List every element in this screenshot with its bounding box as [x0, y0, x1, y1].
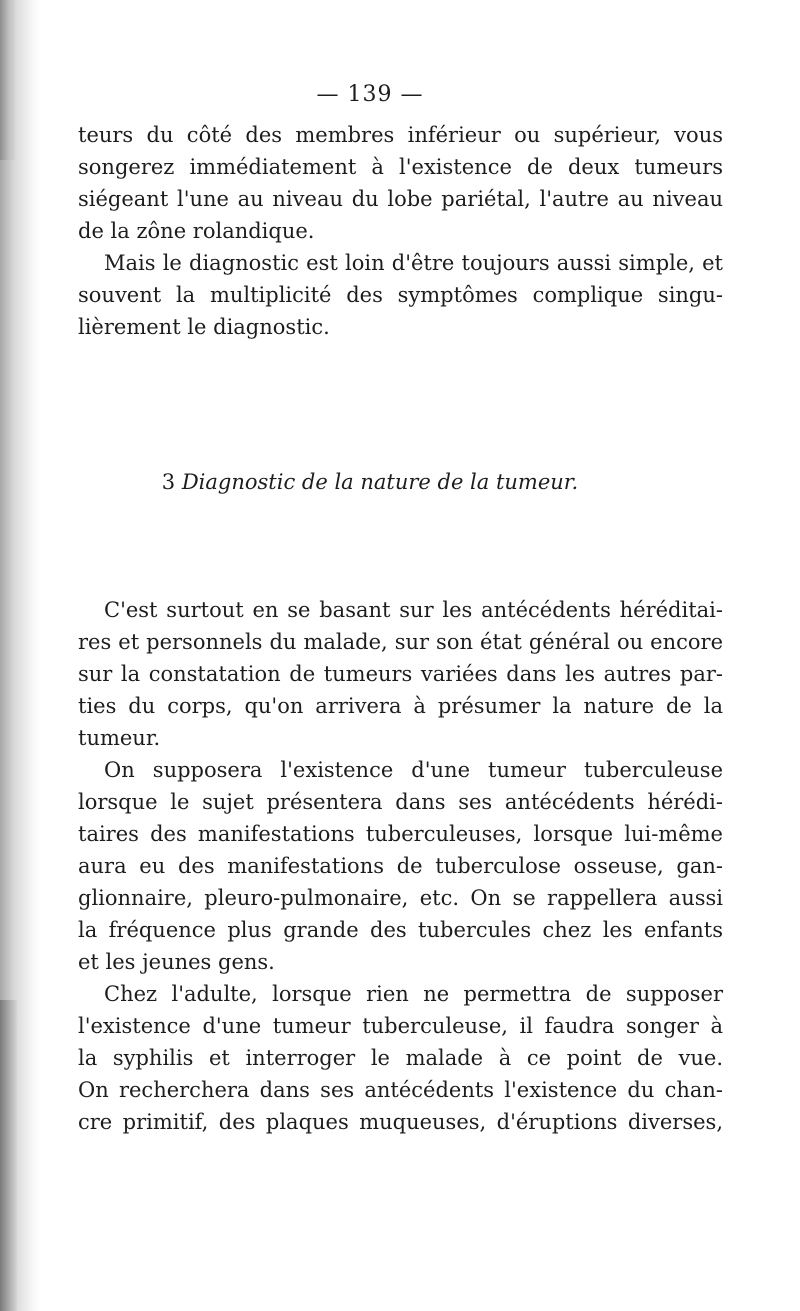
- text-line: ties du corps, qu'on arrivera à présumer la nature de la: [78, 694, 723, 718]
- text-line: la fréquence plus grande des tubercules chez les enfants: [78, 918, 723, 942]
- section-number: 3: [161, 470, 176, 494]
- text-line: On supposera l'existence d'une tumeur tuberculeuse: [104, 758, 723, 782]
- text-line: la syphilis et interroger le malade à ce point de vue.: [78, 1046, 723, 1070]
- text-line: Chez l'adulte, lorsque rien ne permettra de supposer: [104, 982, 723, 1006]
- text-line: C'est surtout en se basant sur les antécédents héréditai-: [104, 598, 723, 622]
- text-line: siégeant l'une au niveau du lobe pariétal, l'autre au niveau: [78, 187, 723, 211]
- text-line: On recherchera dans ses antécédents l'existence du chan-: [78, 1078, 723, 1102]
- text-line: tumeur.: [78, 726, 161, 750]
- text-line: teurs du côté des membres inférieur ou supérieur, vous: [78, 123, 723, 147]
- text-line: de la zône rolandique.: [78, 219, 315, 243]
- text-line: souvent la multiplicité des symptômes complique singu-: [78, 283, 723, 307]
- page-gutter-shadow-bottom: [0, 1000, 18, 1311]
- text-line: et les jeunes gens.: [78, 950, 275, 974]
- text-line: taires des manifestations tuberculeuses, lorsque lui-même: [78, 822, 723, 846]
- text-line: Mais le diagnostic est loin d'être toujours aussi simple, et: [104, 251, 723, 275]
- text-line: songerez immédiatement à l'existence de deux tumeurs: [78, 155, 723, 179]
- section-heading: [0, 467, 740, 497]
- text-line: sur la constatation de tumeurs variées dans les autres par-: [78, 662, 723, 686]
- text-line: lorsque le sujet présentera dans ses antécédents hérédi-: [78, 790, 723, 814]
- text-line: glionnaire, pleuro-pulmonaire, etc. On se rappellera aussi: [78, 886, 723, 910]
- text-line: cre primitif, des plaques muqueuses, d'éruptions diverses,: [78, 1110, 723, 1134]
- text-line: res et personnels du malade, sur son état général ou encore: [78, 630, 723, 654]
- text-line: lièrement le diagnostic.: [78, 315, 330, 339]
- section-title: Diagnostic de la nature de la tumeur.: [181, 470, 579, 494]
- page-number: — 139 —: [316, 82, 424, 107]
- page-gutter-shadow-top: [0, 0, 16, 160]
- text-line: l'existence d'une tumeur tuberculeuse, il faudra songer à: [78, 1014, 723, 1038]
- text-line: aura eu des manifestations de tuberculose osseuse, gan-: [78, 854, 723, 878]
